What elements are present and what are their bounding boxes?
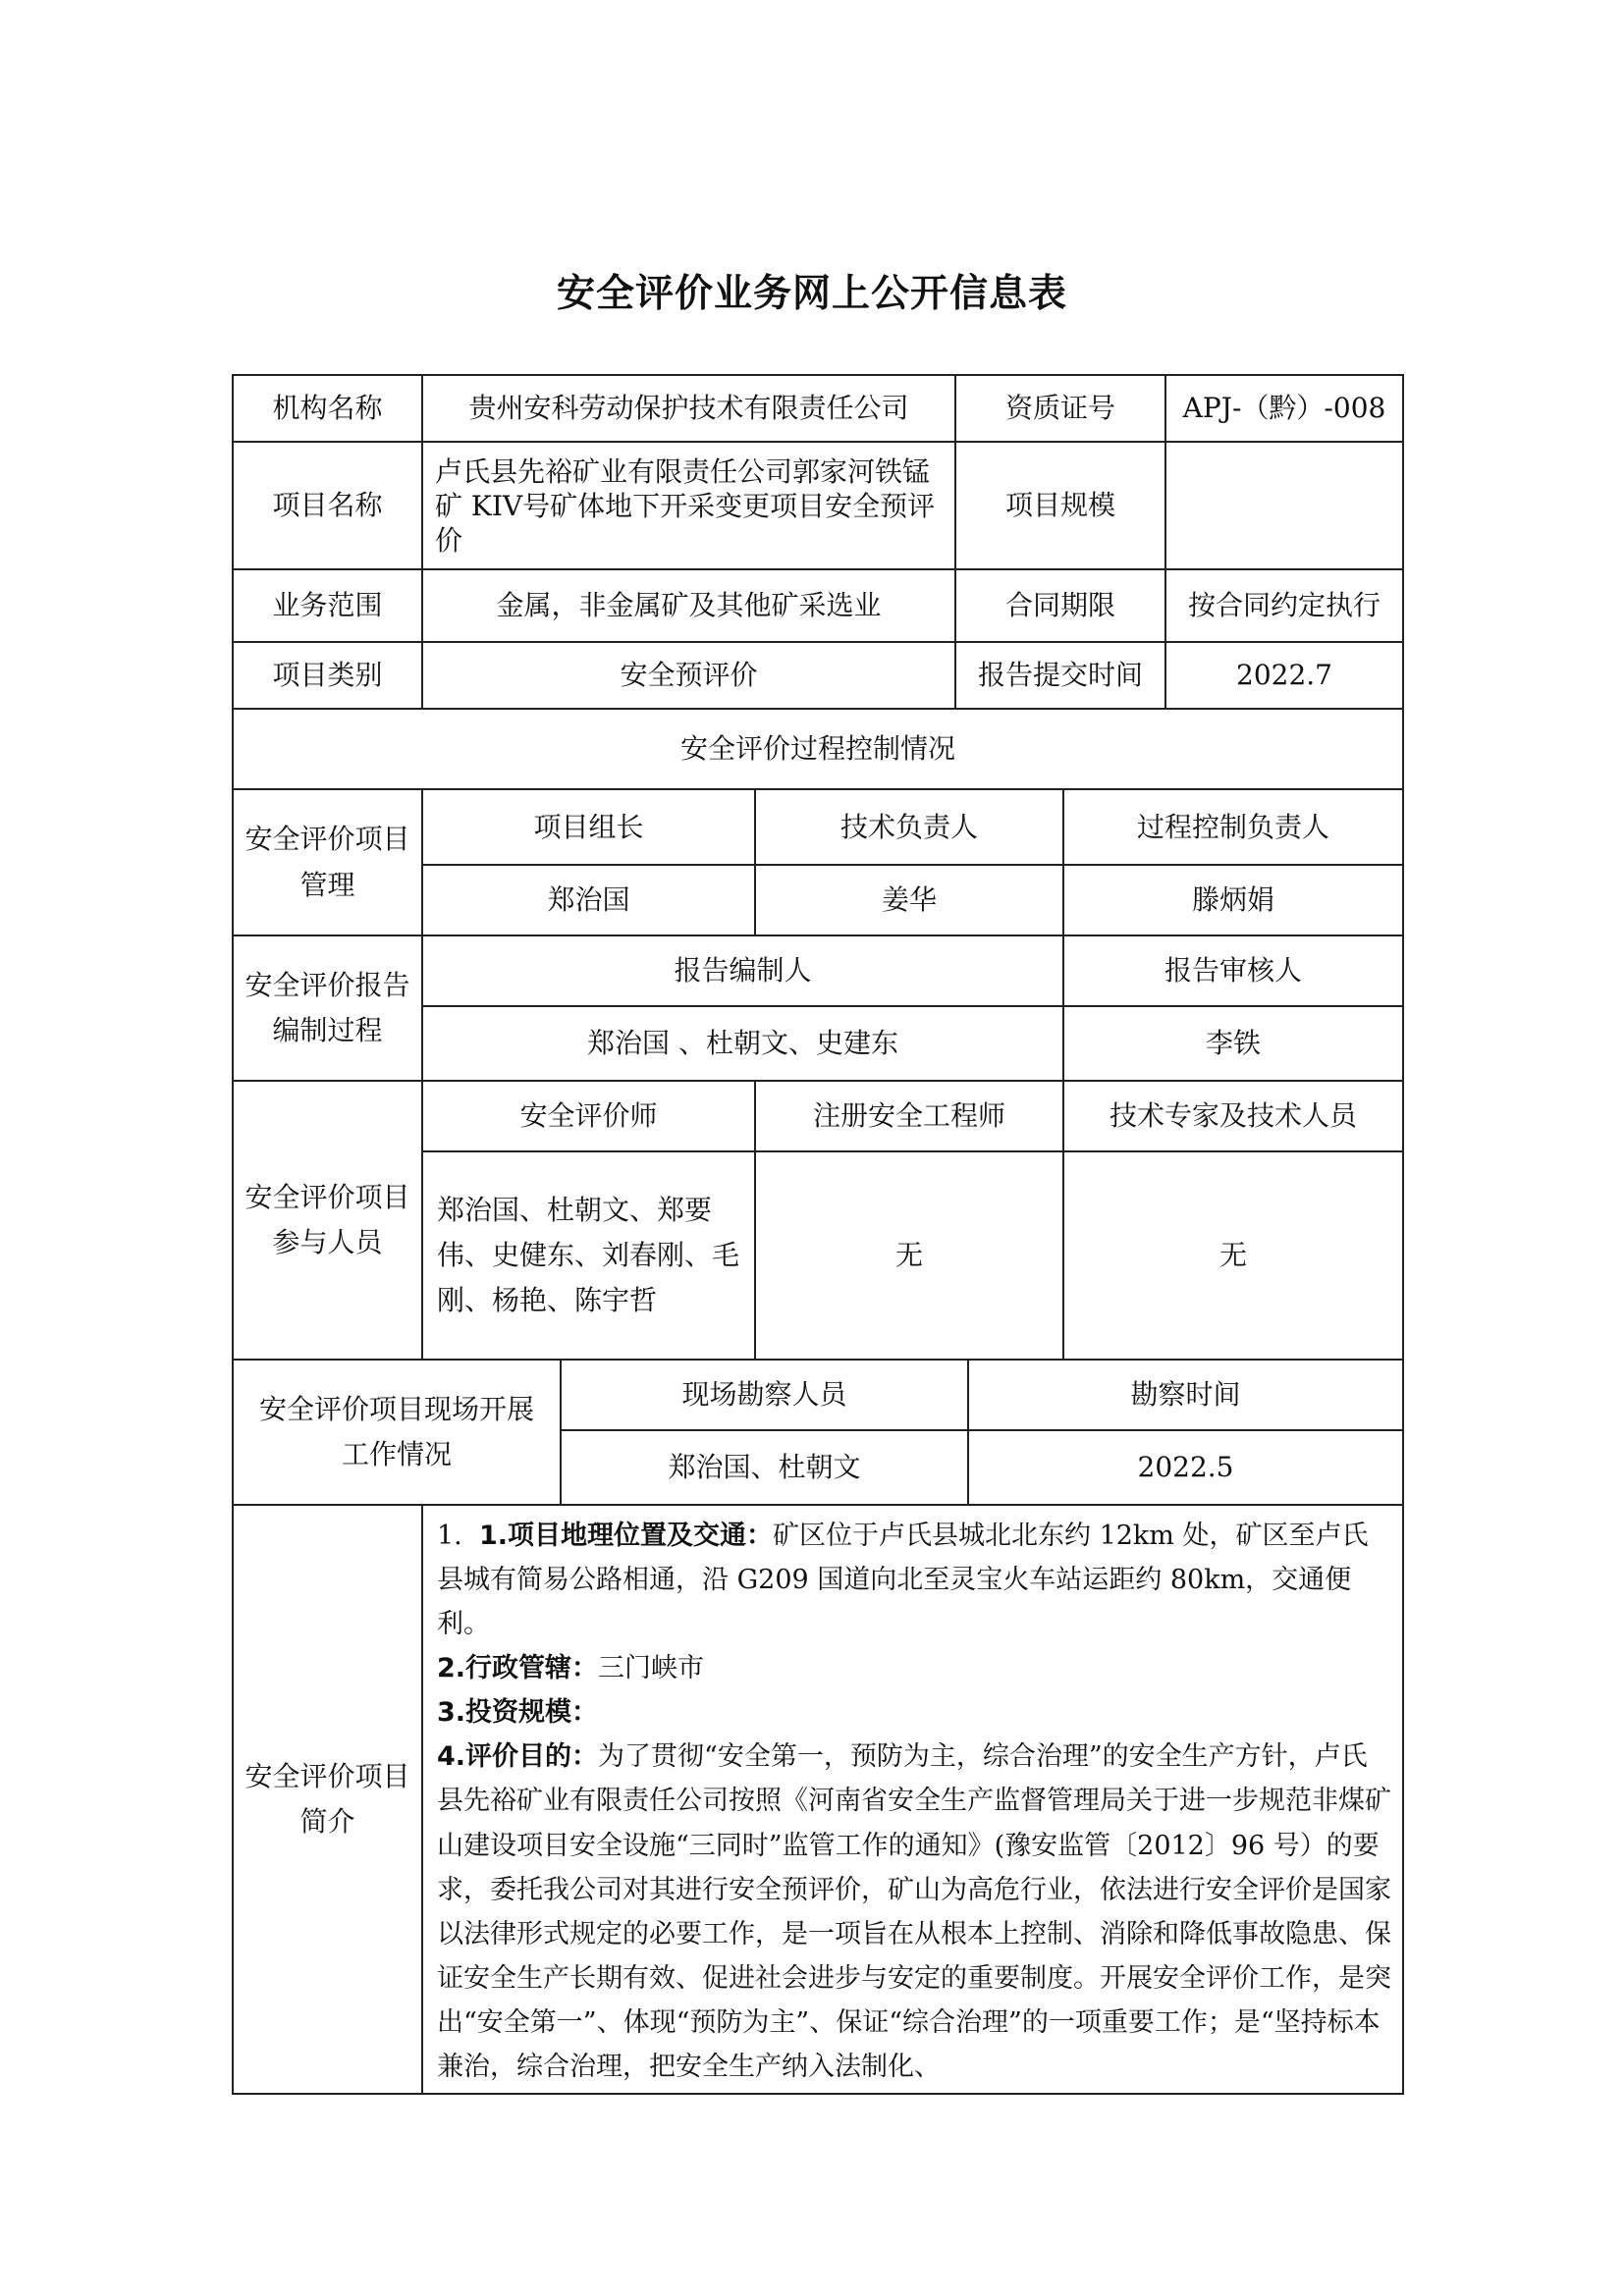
category-value: 安全预评价 xyxy=(422,642,955,709)
location-heading: 1.项目地理位置及交通： xyxy=(478,1521,773,1551)
submit-time-label: 报告提交时间 xyxy=(955,642,1165,709)
site-col-time: 勘察时间 xyxy=(968,1360,1403,1430)
site-table xyxy=(232,1359,1404,1506)
process-table xyxy=(232,788,1404,1361)
report-label: 安全评价报告编制过程 xyxy=(233,935,422,1081)
site-people-value: 郑治国、杜朝文 xyxy=(561,1430,968,1505)
scope-row xyxy=(233,569,1403,642)
staff-header-row xyxy=(233,1081,1403,1151)
intro-item-investment xyxy=(437,1690,1392,1735)
mgmt-header-row xyxy=(233,789,1403,865)
mgmt-col-control: 过程控制负责人 xyxy=(1063,789,1403,865)
mgmt-label: 安全评价项目管理 xyxy=(233,789,422,935)
staff-expert-value: 无 xyxy=(1063,1151,1403,1360)
page-title: 安全评价业务网上公开信息表 xyxy=(556,272,1067,316)
info-form xyxy=(232,374,1402,2095)
staff-col-engineer: 注册安全工程师 xyxy=(755,1081,1063,1151)
staff-label: 安全评价项目参与人员 xyxy=(233,1081,422,1360)
admin-text: 三门峡市 xyxy=(598,1653,705,1684)
project-scale-label: 项目规模 xyxy=(955,442,1165,569)
mgmt-leader-value: 郑治国 xyxy=(422,865,755,935)
category-label: 项目类别 xyxy=(233,642,422,709)
contract-label: 合同期限 xyxy=(955,569,1165,642)
intro-item-admin xyxy=(437,1646,1392,1690)
location-text: 矿区位于卢氏县城北北东约 12km 处，矿区至卢氏县城有简易公路相通，沿 G209 国道向北至灵宝火车站运距约 80km，交通便利。 xyxy=(437,1521,1369,1640)
site-label: 安全评价项目现场开展工作情况 xyxy=(233,1360,561,1505)
report-reviewer-value: 李铁 xyxy=(1063,1006,1403,1081)
scope-label: 业务范围 xyxy=(233,569,422,642)
report-author-value: 郑治国 、杜朝文、史建东 xyxy=(422,1006,1063,1081)
contract-value: 按合同约定执行 xyxy=(1165,569,1403,642)
staff-evaluator-value: 郑治国、杜朝文、郑要伟、史健东、刘春刚、毛刚、杨艳、陈宇哲 xyxy=(422,1151,755,1360)
mgmt-col-leader: 项目组长 xyxy=(422,789,755,865)
intro-content xyxy=(422,1505,1403,2094)
project-name-row xyxy=(233,442,1403,569)
site-col-people: 现场勘察人员 xyxy=(561,1360,968,1430)
project-name-value: 卢氏县先裕矿业有限责任公司郭家河铁锰矿 KIV号矿体地下开采变更项目安全预评价 xyxy=(422,442,955,569)
scope-value: 金属，非金属矿及其他矿采选业 xyxy=(422,569,955,642)
project-scale-value xyxy=(1165,442,1403,569)
intro-item-location xyxy=(437,1514,1392,1646)
submit-time-value: 2022.7 xyxy=(1165,642,1403,709)
mgmt-tech-value: 姜华 xyxy=(755,865,1063,935)
process-header-row xyxy=(233,709,1403,789)
org-row xyxy=(233,375,1403,442)
cert-value: APJ-（黔）-008 xyxy=(1165,375,1403,442)
report-col-author: 报告编制人 xyxy=(422,935,1063,1006)
intro-item-number: 1. xyxy=(437,1521,462,1551)
report-col-reviewer: 报告审核人 xyxy=(1063,935,1403,1006)
cert-label: 资质证号 xyxy=(955,375,1165,442)
org-value: 贵州安科劳动保护技术有限责任公司 xyxy=(422,375,955,442)
mgmt-control-value: 滕炳娟 xyxy=(1063,865,1403,935)
staff-col-expert: 技术专家及技术人员 xyxy=(1063,1081,1403,1151)
purpose-heading: 4.评价目的： xyxy=(437,1741,599,1773)
site-time-value: 2022.5 xyxy=(968,1430,1403,1505)
project-name-label: 项目名称 xyxy=(233,442,422,569)
report-header-row xyxy=(233,935,1403,1006)
intro-row xyxy=(233,1505,1403,2094)
intro-item-purpose xyxy=(437,1735,1392,2089)
admin-heading: 2.行政管辖： xyxy=(437,1653,599,1684)
intro-label: 安全评价项目简介 xyxy=(233,1505,422,2094)
mgmt-col-tech: 技术负责人 xyxy=(755,789,1063,865)
staff-engineer-value: 无 xyxy=(755,1151,1063,1360)
process-header: 安全评价过程控制情况 xyxy=(233,709,1403,789)
staff-col-evaluator: 安全评价师 xyxy=(422,1081,755,1151)
purpose-text: 为了贯彻“安全第一，预防为主，综合治理”的安全生产方针，卢氏县先裕矿业有限责任公司按照《河南省安全生产监督管理局关于进一步规范非煤矿山建设项目安全设施“三同时”监管工作的通知》(豫安监管〔2012〕96 号）的要求，委托我公司对其进行安全预评价，矿山为高危行业，依法进行安全评价是国家以法律形式规定的必要工作，是一项旨在从根本上控制、消除和降低事故隐患、保证安全生产长期有效、促进社会进步与安定的重要制度。开展安全评价工作，是突出“安全第一”、体现“预防为主”、保证“综合治理”的一项重要工作；是“坚持标本兼治，综合治理，把安全生产纳入法制化、 xyxy=(437,1741,1391,2082)
category-row xyxy=(233,642,1403,709)
basic-info-table xyxy=(232,374,1404,790)
intro-table xyxy=(232,1504,1404,2095)
org-label: 机构名称 xyxy=(233,375,422,442)
investment-heading: 3.投资规模： xyxy=(437,1697,599,1729)
site-header-row xyxy=(233,1360,1403,1430)
